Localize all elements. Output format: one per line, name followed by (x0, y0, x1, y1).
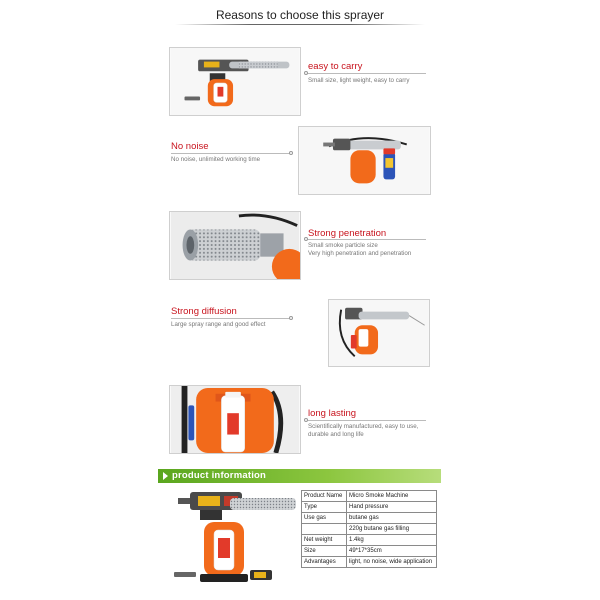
table-row (302, 491, 437, 502)
table-row (302, 502, 437, 513)
spec-key: Size (302, 546, 347, 557)
feature-photo-long-lasting (169, 385, 301, 454)
spec-value: 1.4kg (347, 535, 437, 546)
title-divider (175, 24, 425, 25)
feature-title-long-lasting: long lasting (308, 408, 357, 419)
spec-key: Net weight (302, 535, 347, 546)
sprayer-image (170, 488, 300, 592)
spec-value: Hand pressure (347, 502, 437, 513)
feature-desc-long-lasting-2: durable and long life (308, 431, 364, 438)
spec-value: light, no noise, wide application (347, 557, 437, 568)
table-row (302, 557, 437, 568)
spec-key: Use gas (302, 513, 347, 524)
table-row (302, 513, 437, 524)
feature-divider (306, 73, 426, 74)
table-row (302, 524, 437, 535)
feature-desc-no-noise: No noise, unlimited working time (171, 156, 261, 163)
table-row (302, 546, 437, 557)
spec-key: Product Name (302, 491, 347, 502)
feature-title-easy-to-carry: easy to carry (308, 61, 363, 72)
feature-title-strong-diffusion: Strong diffusion (171, 306, 237, 317)
mesh-nozzle-image (170, 212, 300, 279)
feature-divider (306, 239, 426, 240)
feature-desc-easy-to-carry: Small size, light weight, easy to carry (308, 77, 410, 84)
feature-desc-strong-penetration-1: Small smoke particle size (308, 242, 378, 249)
spec-key: Type (302, 502, 347, 513)
feature-divider (306, 420, 426, 421)
sprayer-image (329, 300, 429, 366)
spec-value: 49*17*35cm (347, 546, 437, 557)
feature-photo-strong-diffusion (328, 299, 430, 367)
spec-key: Advantages (302, 557, 347, 568)
feature-divider (171, 318, 291, 319)
feature-desc-strong-penetration-2: Very high penetration and penetration (308, 250, 412, 257)
connector-dot (289, 316, 293, 320)
feature-desc-long-lasting-1: Scientifically manufactured, easy to use, (308, 423, 419, 430)
connector-dot (304, 418, 308, 422)
page-title: Reasons to choose this sprayer (215, 8, 385, 22)
spec-value: Micro Smoke Machine (347, 491, 437, 502)
connector-dot (304, 237, 308, 241)
sprayer-image (170, 48, 300, 115)
connector-dot (289, 151, 293, 155)
feature-divider (171, 153, 291, 154)
tank-image (170, 386, 300, 453)
sprayer-image (299, 127, 430, 194)
spec-value: butane gas (347, 513, 437, 524)
spec-key (302, 524, 347, 535)
feature-desc-strong-diffusion: Large spray range and good effect (171, 321, 266, 328)
table-row (302, 535, 437, 546)
feature-photo-strong-penetration (169, 211, 301, 280)
connector-dot (304, 71, 308, 75)
feature-photo-easy-to-carry (169, 47, 301, 116)
feature-title-strong-penetration: Strong penetration (308, 228, 387, 239)
spec-table (301, 490, 437, 568)
product-info-heading: product information (172, 470, 267, 481)
feature-title-no-noise: No noise (171, 141, 209, 152)
feature-photo-no-noise (298, 126, 431, 195)
spec-value: 220g butane gas filling (347, 524, 437, 535)
product-photo (170, 488, 300, 592)
play-arrow-icon (163, 472, 168, 480)
